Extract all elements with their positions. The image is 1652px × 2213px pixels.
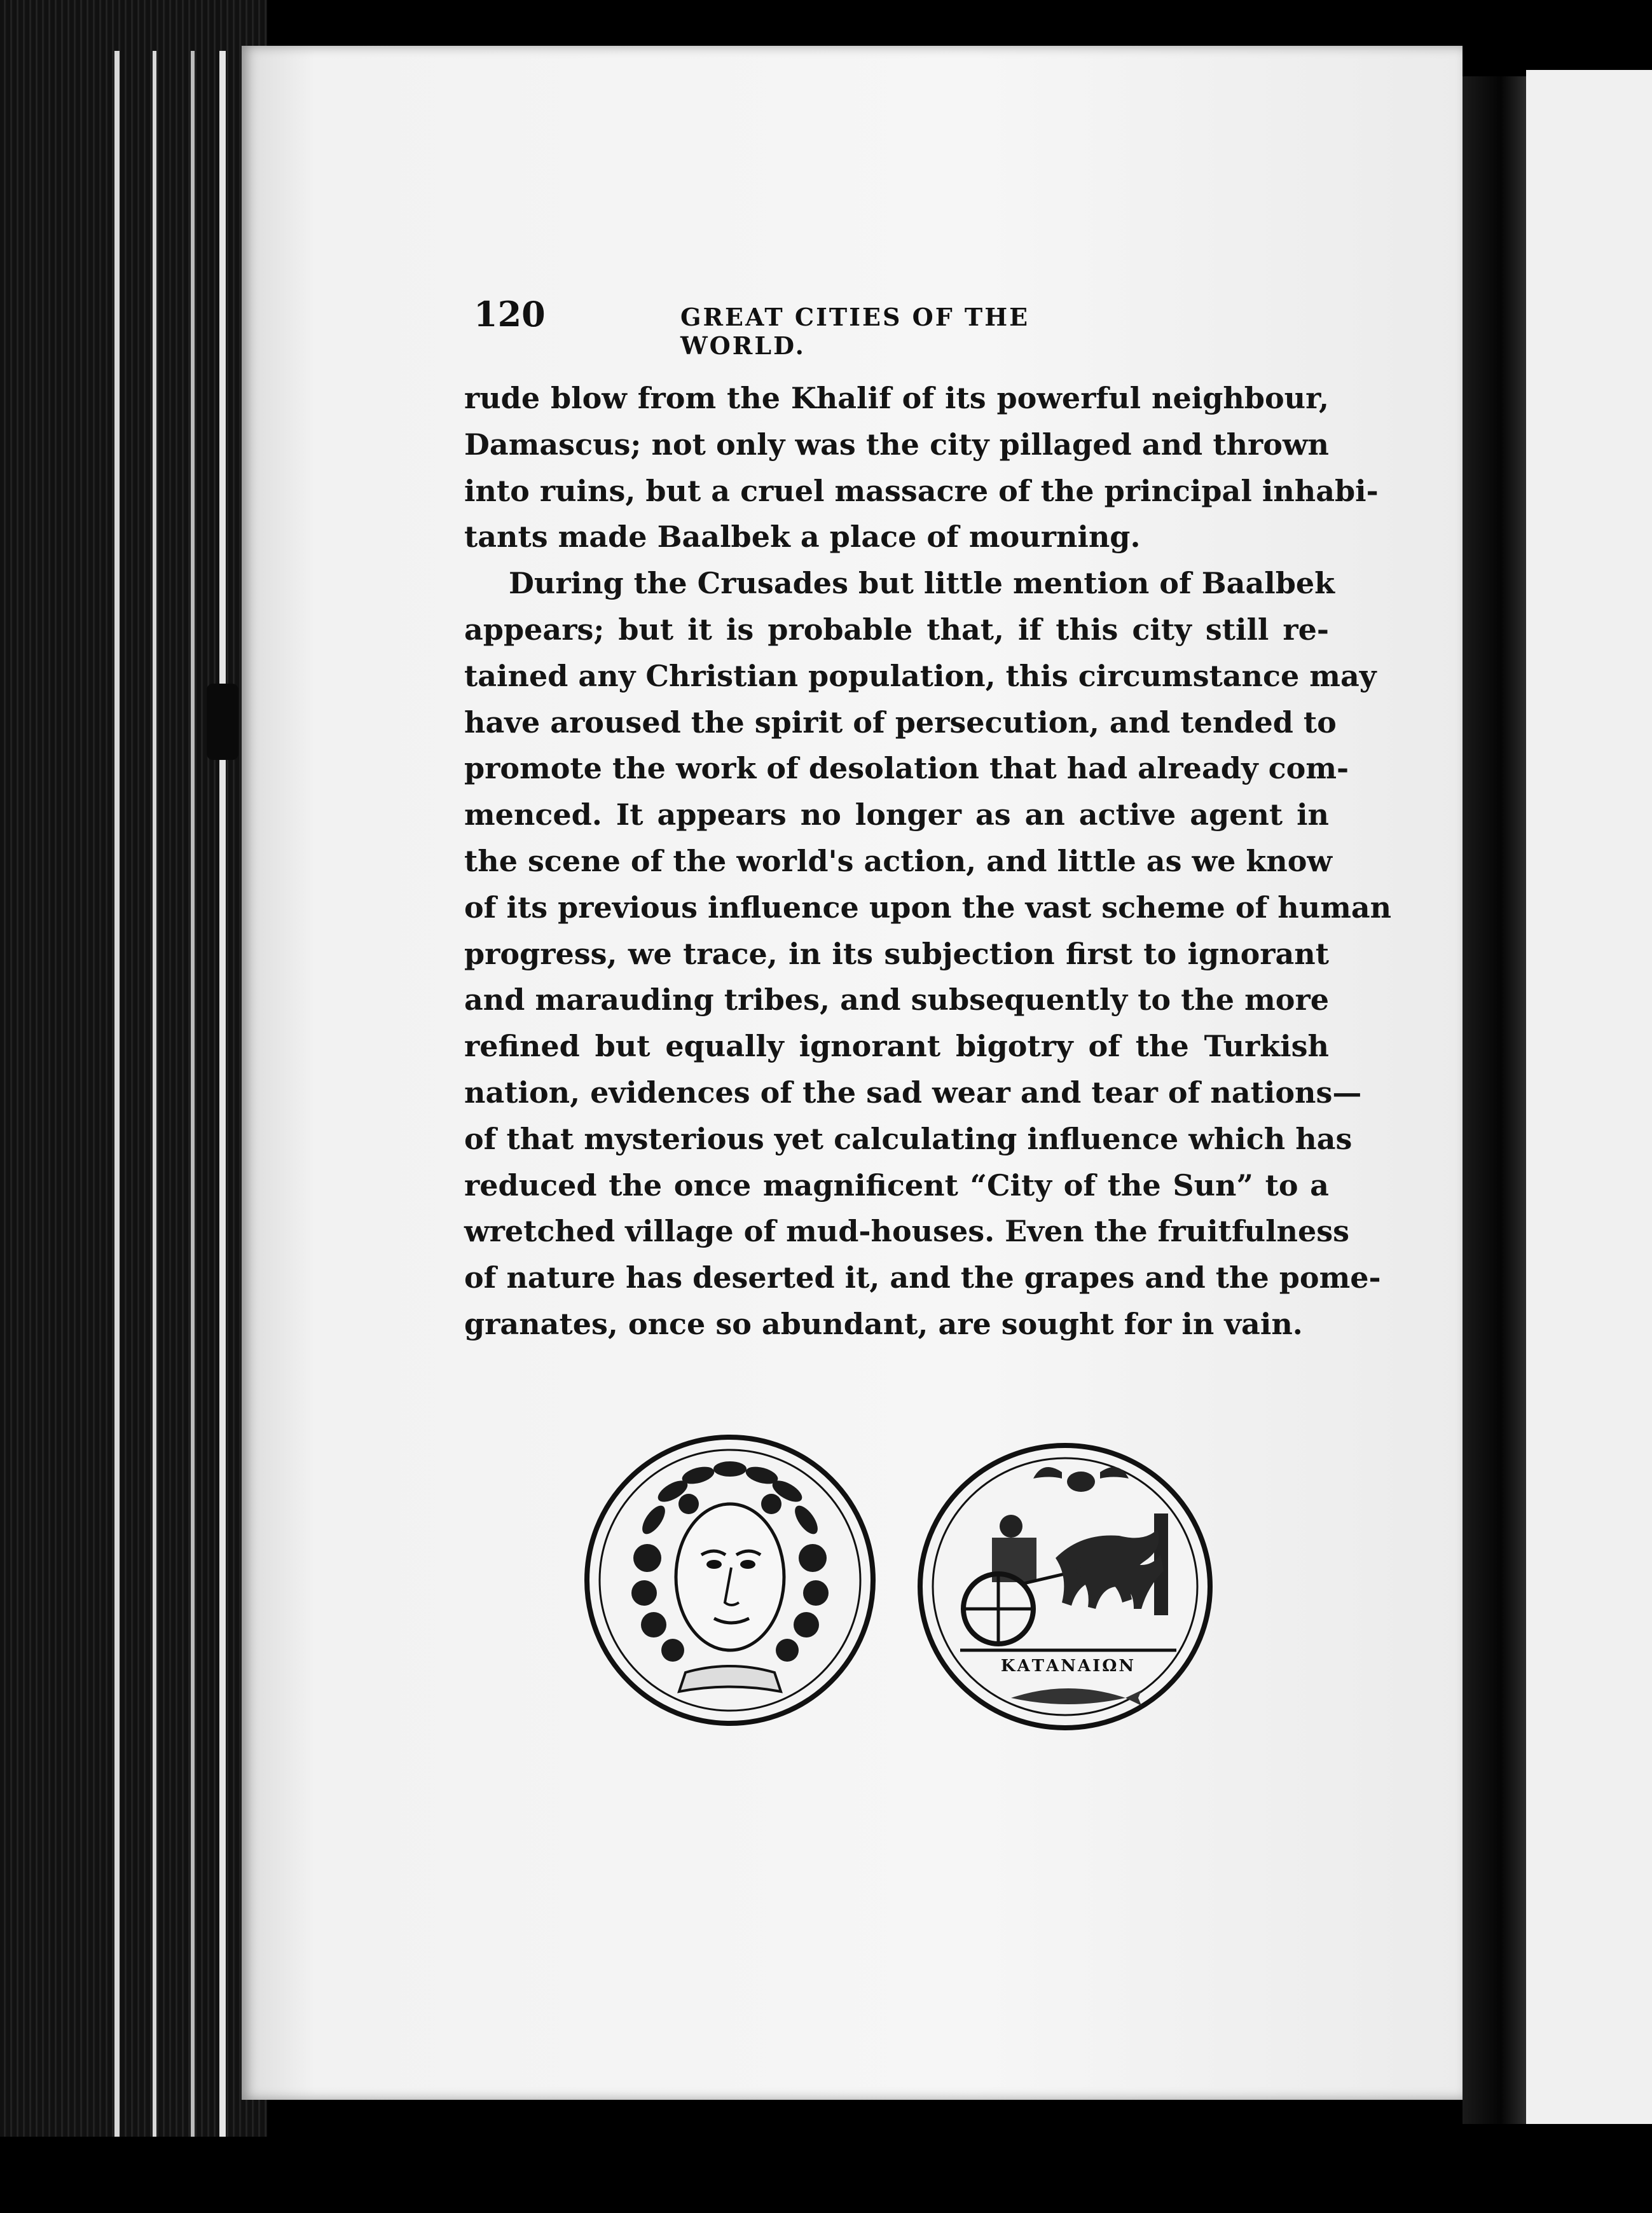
running-head-title: GREAT CITIES OF THE WORLD. (680, 303, 1030, 360)
body-text (464, 375, 1392, 1348)
page-edge-strip (114, 51, 120, 2137)
text-line: rude blow from the Khalif of its powerful neighbour, (464, 381, 1329, 415)
text-line: wretched village of mud-houses. Even the fruitfulness (464, 1214, 1350, 1249)
text-line: and marauding tribes, and subsequently to the more (464, 982, 1329, 1017)
facing-page (1526, 70, 1652, 2124)
text-line: progress, we trace, in its subjection first to ignorant (464, 936, 1329, 971)
text-line: of its previous influence upon the vast scheme of human (464, 890, 1392, 925)
page-edge-strip (153, 51, 156, 2137)
scan-border (0, 2137, 1652, 2213)
text-line: the scene of the world's action, and little as we know (464, 843, 1332, 878)
text-line: granates, once so abundant, are sought for in vain. (464, 1306, 1303, 1341)
text-line: of that mysterious yet calculating influence which has (464, 1121, 1353, 1156)
book-gutter (1463, 76, 1526, 2124)
text-line: of nature has deserted it, and the grapes and the pome- (464, 1260, 1381, 1295)
page-number: 120 (474, 294, 546, 334)
coin-chariot-illustration (909, 1437, 1221, 1736)
text-line: tained any Christian population, this circumstance may (464, 658, 1377, 693)
coin-inscription: ΚΑΤΑΝΑΙΩΝ (1000, 1657, 1136, 1676)
page-edge-strip (191, 51, 195, 2137)
book-page-edges (0, 0, 267, 2213)
text-line: nation, evidences of the sad wear and tear of nations— (464, 1075, 1362, 1110)
text-line: menced. It appears no longer as an active agent in (464, 797, 1329, 832)
coin-head-illustration (577, 1431, 883, 1730)
text-line: tants made Baalbek a place of mourning. (464, 520, 1141, 555)
text-line: promote the work of desolation that had already com- (464, 751, 1349, 786)
binding-mark (207, 684, 238, 760)
text-line: have aroused the spirit of persecution, and tended to (464, 705, 1337, 740)
running-head (474, 294, 1141, 360)
text-line: into ruins, but a cruel massacre of the principal inhabi- (464, 473, 1379, 508)
page-edge-strip (219, 51, 226, 2137)
text-line: appears; but it is probable that, if this city still re- (464, 612, 1329, 647)
text-line: During the Crusades but little mention of Baalbek (509, 566, 1335, 601)
text-line: Damascus; not only was the city pillaged and thrown (464, 427, 1329, 462)
text-line: refined but equally ignorant bigotry of the Turkish (464, 1029, 1329, 1064)
text-line: reduced the once magnificent “City of the Sun” to a (464, 1168, 1329, 1203)
